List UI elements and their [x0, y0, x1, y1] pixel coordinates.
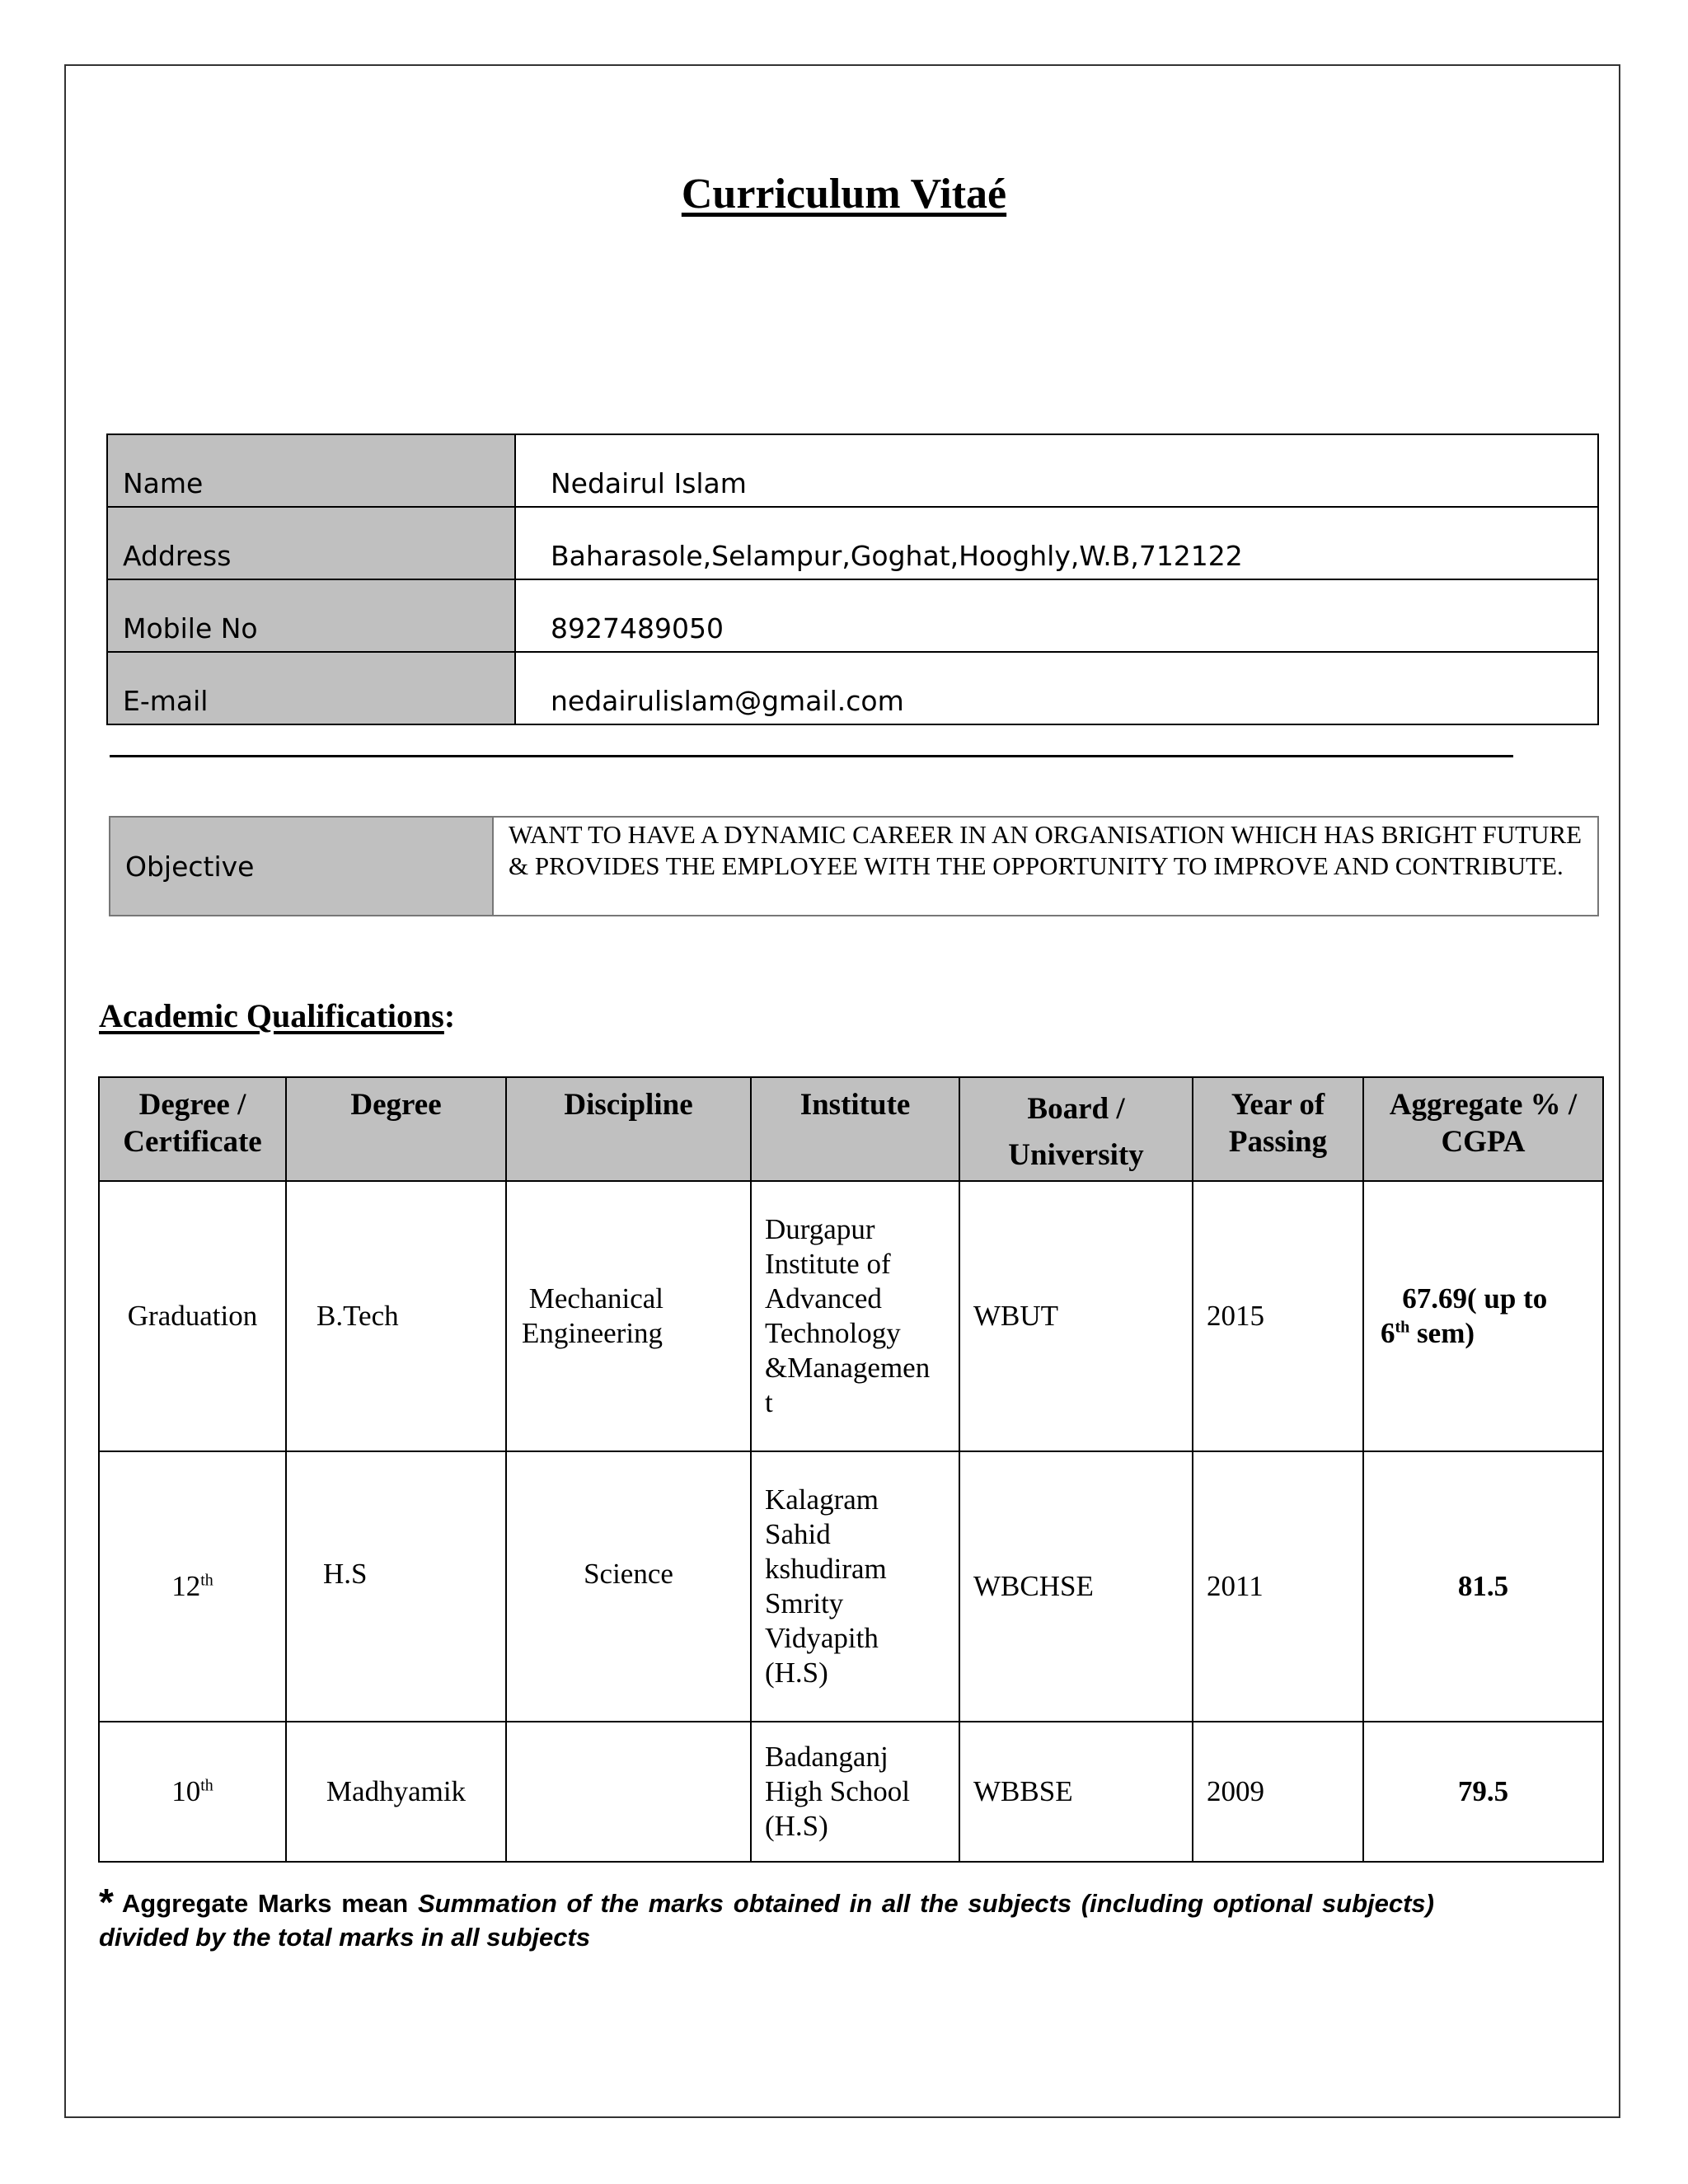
- col-header-degree-certificate: Degree / Certificate: [99, 1077, 286, 1181]
- cell-degree: H.S: [286, 1451, 506, 1722]
- cell-level: 12th: [99, 1451, 286, 1722]
- footnote: [99, 1881, 1434, 1954]
- cell-discipline: Mechanical Engineering: [506, 1181, 751, 1451]
- col-header-aggregate: Aggregate % / CGPA: [1363, 1077, 1603, 1181]
- table-row: [99, 1451, 1603, 1722]
- cell-level: 10th: [99, 1722, 286, 1862]
- table-header-row: [99, 1077, 1603, 1181]
- cell-year: 2015: [1193, 1181, 1363, 1451]
- objective-label: Objective: [110, 817, 493, 916]
- cell-institute: Badanganj High School (H.S): [751, 1722, 959, 1862]
- cell-discipline: Science: [506, 1451, 751, 1722]
- info-label: Name: [107, 434, 515, 507]
- col-header-degree: Degree: [286, 1077, 506, 1181]
- document-title: Curriculum Vitaé: [681, 171, 1007, 218]
- academic-table: [98, 1076, 1604, 1863]
- info-row-address: [107, 507, 1598, 579]
- info-label: Mobile No: [107, 579, 515, 652]
- cell-aggregate: 67.69( up to 6th sem): [1363, 1181, 1603, 1451]
- footnote-plain-text: Aggregate Marks mean: [121, 1889, 409, 1918]
- info-value: Baharasole,Selampur,Goghat,Hooghly,W.B,712122: [515, 507, 1598, 579]
- personal-info-table: [106, 434, 1599, 725]
- academic-heading-text: Academic Qualifications: [99, 997, 444, 1034]
- cell-institute: Kalagram Sahid kshudiram Smrity Vidyapith (H.S): [751, 1451, 959, 1722]
- table-row: [99, 1722, 1603, 1862]
- footnote-italic-text: Summation of the marks obtained in all the subjects (including optional subjects) divided by the total marks in all subjects: [99, 1889, 1434, 1952]
- cell-year: 2011: [1193, 1451, 1363, 1722]
- cell-board: WBUT: [959, 1181, 1193, 1451]
- cell-degree: B.Tech: [286, 1181, 506, 1451]
- table-row: [99, 1181, 1603, 1451]
- cell-level: Graduation: [99, 1181, 286, 1451]
- info-row-mobile: [107, 579, 1598, 652]
- objective-table: [109, 816, 1599, 916]
- cell-board: WBBSE: [959, 1722, 1193, 1862]
- cell-institute: Durgapur Institute of Advanced Technology &Managemen t: [751, 1181, 959, 1451]
- cell-discipline: [506, 1722, 751, 1862]
- col-header-institute: Institute: [751, 1077, 959, 1181]
- cell-board: WBCHSE: [959, 1451, 1193, 1722]
- info-value: 8927489050: [515, 579, 1598, 652]
- col-header-year: Year of Passing: [1193, 1077, 1363, 1181]
- info-value: nedairulislam@gmail.com: [515, 652, 1598, 724]
- cell-aggregate: 79.5: [1363, 1722, 1603, 1862]
- col-header-board-university: Board / University: [959, 1077, 1193, 1181]
- academic-heading-colon: :: [443, 997, 456, 1034]
- cell-year: 2009: [1193, 1722, 1363, 1862]
- col-header-discipline: Discipline: [506, 1077, 751, 1181]
- academic-heading: [99, 996, 455, 1035]
- section-divider: [110, 755, 1513, 757]
- info-label: Address: [107, 507, 515, 579]
- objective-text: WANT TO HAVE A DYNAMIC CAREER IN AN ORGANISATION WHICH HAS BRIGHT FUTURE & PROVIDES THE EMPLOYEE WITH THE OPPORTUNITY TO IMPROVE AND CONTRIBUTE.: [493, 817, 1598, 916]
- cell-aggregate: 81.5: [1363, 1451, 1603, 1722]
- footnote-asterisk: *: [99, 1881, 114, 1924]
- info-row-name: [107, 434, 1598, 507]
- cell-degree: Madhyamik: [286, 1722, 506, 1862]
- info-row-email: [107, 652, 1598, 724]
- info-value: Nedairul Islam: [515, 434, 1598, 507]
- info-label: E-mail: [107, 652, 515, 724]
